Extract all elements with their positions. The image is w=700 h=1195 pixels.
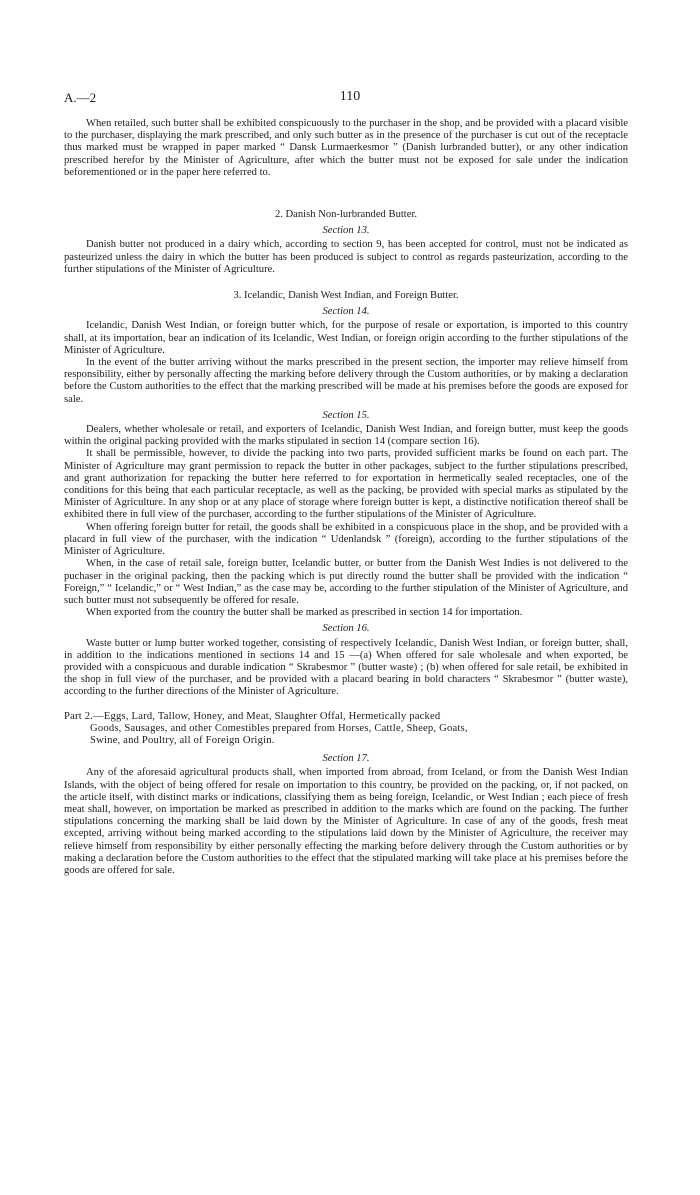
part-2-line-3: Swine, and Poultry, all of Foreign Origin. [90,734,275,746]
document-reference: A.—2 [64,90,97,105]
section-16-heading: Section 16. [322,623,370,635]
paragraph-section-17: Any of the aforesaid agricultural products shall, when imported from abroad, from Iceland, or from the Danish West Indian Islands, with the object of being offered for resale on importation to this country, be provided on the packing, or, if not packed, on the article itself, with distinct marks or indications, classifying them as being foreign, Icelandic, or West Indian ; each piece of fresh meat shall, however, on importation be marked as prescribed in addition to the marks which are found on the packing. The further stipulations concerning the marking shall be laid down by the Minister of Agriculture. In case of any of the goods, fresh meat excepted, arriving without being marked according to the stipulations laid down by the Minister of Agriculture, the receiver may relieve himself from responsibility by either personally effecting the marking before delivery through the Custom authorities or by making a declaration before the Custom authorities to the effect that the stipulated marking will take place at his premises before the goods are offered for sale. [64,767,628,876]
part-2-line-2: Goods, Sausages, and other Comestibles prepared from Horses, Cattle, Sheep, Goats, [90,722,468,734]
section-15-heading: Section 15. [322,409,370,421]
section-14-heading: Section 14. [322,306,370,318]
paragraph-section-16: Waste butter or lump butter worked together, consisting of respectively Icelandic, Danish West Indian, or foreign butter, shall, in addition to the indications mentioned in sections 14 and 15 —(a) When offered for sale wholesale and when exported, be provided with a conspicuous and durable indication “ Skrabesmor ” (butter waste) ; (b) when offered for sale retail, be exhibited in the shop in full view of the purchaser, and be provided with a placard bearing in bold characters “ Skrabesmor ” (butter waste), according to the further directions of the Minister of Agriculture. [64,637,628,698]
paragraph-section-15e: When exported from the country the butter shall be marked as prescribed in section 14 for importation. [86,607,523,619]
paragraph-section-15b: It shall be permissible, however, to divide the packing into two parts, provided sufficient marks be found on each part. The Minister of Agriculture may grant permission to repack the butter in other packages, subject to the further stipulations prescribed, and grant authorization for repacking the butter here referred to for exportation in hermetically sealed receptacles, one of the conditions for this being that each particular receptacle, as well as the packing, be provided with special marks as stipulated by the Minister of Agriculture. In any shop or at any place of storage where foreign butter is kept, a distinctive notification thereof shall be exhibited there in full view of the purchaser, according to the further stipulations of the Minister of Agriculture. [64,448,628,521]
part-2-line-1: Part 2.—Eggs, Lard, Tallow, Honey, and Meat, Slaughter Offal, Hermetically packed [64,710,441,722]
paragraph-section-15a: Dealers, whether wholesale or retail, and exporters of Icelandic, Danish West Indian, and foreign butter, must keep the goods within the original packing provided with the marks stipulated in section 14 (compare section 16). [64,424,628,448]
part-2-heading [64,711,628,748]
paragraph-section-15d: When, in the case of retail sale, foreign butter, Icelandic butter, or butter from the Danish West Indies is not delivered to the puchaser in the original packing, then the packing which is put directly round the butter shall be provided with the indication “ Foreign,” “ Icelandic,” or “ West Indian,” as the case may be, according to the further stipulation of the Minister of Agriculture, and such butter must not subsequently be offered for resale. [64,558,628,606]
heading-danish-non-lurbranded: 2. Danish Non-lurbranded Butter. [274,209,418,221]
section-17-heading: Section 17. [322,753,370,765]
section-13-heading: Section 13. [322,225,370,237]
heading-icelandic-butter: 3. Icelandic, Danish West Indian, and Foreign Butter. [233,290,459,302]
paragraph-section-13: Danish butter not produced in a dairy which, according to section 9, has been accepted for control, must not be indicated as pasteurized unless the dairy in which the butter has been produced is subject to control as regards pasteurization, according to the further stipulations of the Minister of Agriculture. [64,239,628,275]
page-number: 110 [339,89,361,104]
paragraph-section-15c: When offering foreign butter for retail, the goods shall be exhibited in a conspicuous place in the shop, and be provided with a placard in full view of the purchaser, with the indication “ Udenlandsk ” (foreign), according to the further stipulations of the Minister of Agriculture. [64,521,628,558]
paragraph-section-14a: Icelandic, Danish West Indian, or foreign butter which, for the purpose of resale or exportation, is imported to this country shall, at its importation, bear an indication of its Icelandic, West Indian, or foreign origin according to the further stipulations of the Minister of Agriculture. [64,320,628,356]
paragraph-section-14b: In the event of the butter arriving without the marks prescribed in the present section, the importer may relieve himself from responsibility, either by personally affecting the marking before delivery through the Custom authorities, or by making a declaration before the Custom authorities to the effect that the marking prescribed will be made at his premises before the goods are exposed for sale. [64,357,628,405]
paragraph-retail: When retailed, such butter shall be exhibited conspicuously to the purchaser in the shop, and be provided with a placard visible to the purchaser, displaying the mark prescribed, and only such butter as in the presence of the purchaser is cut out of the receptacle thus marked must be wrapped in paper marked “ Dansk Lurmaerkesmor ” (Danish lurbranded butter), or any other indication prescribed herefor by the Minister of Agriculture, after which the butter must not be exposed for sale under the indication beforementioned or in the paper here referred to. [64,118,628,178]
document-body [64,118,628,877]
